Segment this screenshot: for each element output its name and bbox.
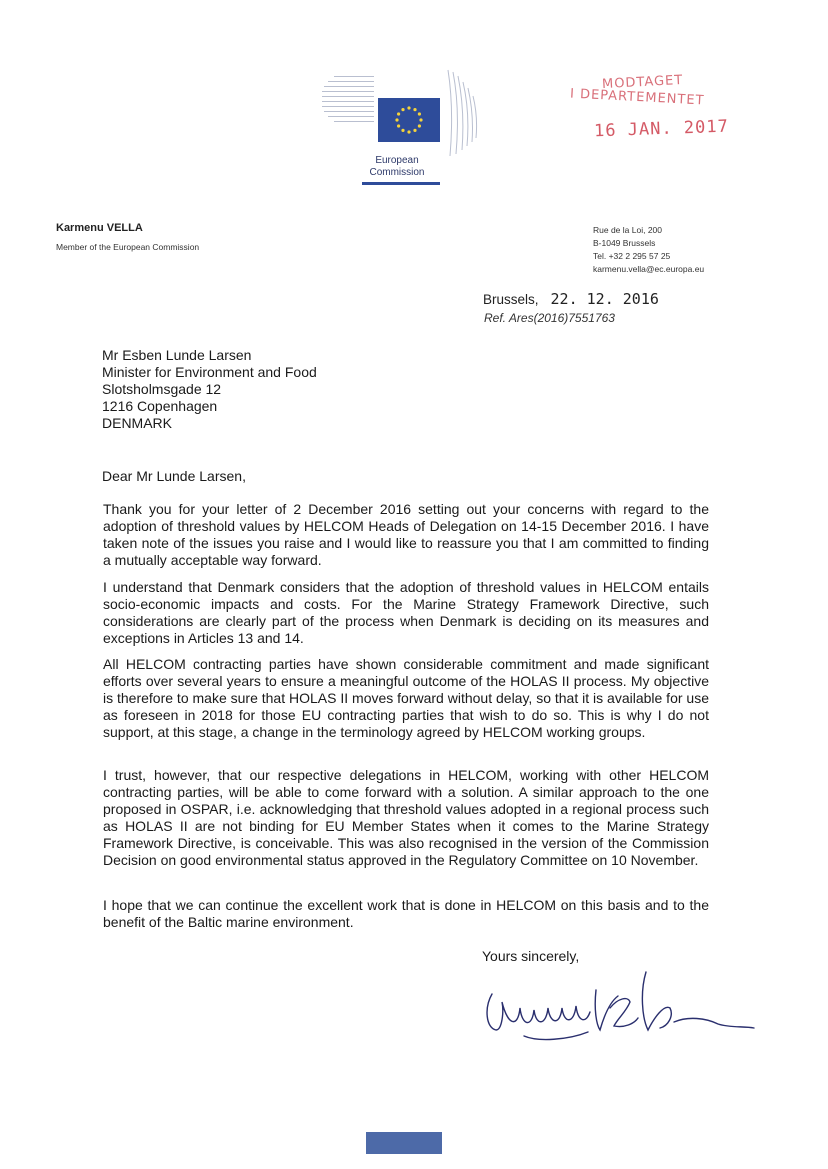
paragraph: I hope that we can continue the excellent work that is done in HELCOM on this basis and to the benefit of the Baltic marine environment. <box>103 897 709 930</box>
address-email: karmenu.vella@ec.europa.eu <box>593 264 705 274</box>
address-line: B-1049 Brussels <box>593 238 656 248</box>
closing: Yours sincerely, <box>482 948 580 964</box>
footer-bar <box>366 1132 442 1154</box>
reference-number: Ref. Ares(2016)7551763 <box>484 311 615 325</box>
stamp-line1: MODTAGET <box>601 72 684 93</box>
logo-building-lines <box>446 68 482 158</box>
sender-address <box>593 224 704 276</box>
letter-date: 22. 12. 2016 <box>550 290 659 308</box>
place-date <box>483 290 659 308</box>
european-commission-logo <box>322 68 482 188</box>
recipient-line: DENMARK <box>102 415 173 431</box>
logo-wordmark <box>352 155 442 179</box>
recipient-line: Slotsholmsgade 12 <box>102 381 222 397</box>
salutation: Dear Mr Lunde Larsen, <box>102 468 246 484</box>
sender-name: Karmenu VELLA <box>56 222 143 234</box>
place: Brussels, <box>483 292 539 307</box>
paragraph: All HELCOM contracting parties have shown considerable commitment and made significant efforts over several years to ensure a meaningful outcome of the HOLAS II process. My objective is therefore to make sure that HOLAS II moves forward without delay, so that it is available for use as foreseen in 2018 for those EU contracting parties that wish to do so. This is why I do not support, at this stage, a change in the terminology agreed by HELCOM working groups. <box>103 656 709 740</box>
paragraph: Thank you for your letter of 2 December 2016 setting out your concerns with regard to the adoption of threshold values by HELCOM Heads of Delegation on 14-15 December 2016. I have taken note of the issues you raise and I would like to reassure you that I am committed to finding a mutually acceptable way forward. <box>103 501 709 568</box>
handwritten-signature <box>478 968 758 1048</box>
sender-role: Member of the European Commission <box>56 242 200 252</box>
eu-flag-icon <box>378 98 440 142</box>
logo-decoration-lines <box>322 76 374 146</box>
address-line: Tel. +32 2 295 57 25 <box>593 251 671 261</box>
logo-underline <box>362 182 440 185</box>
address-line: Rue de la Loi, 200 <box>593 225 662 235</box>
paragraph: I understand that Denmark considers that the adoption of threshold values in HELCOM entails socio-economic impacts and costs. For the Marine Strategy Framework Directive, such considerations are clearly part of the process when Denmark is deciding on its measures and exceptions in Articles 13 and 14. <box>103 579 709 646</box>
recipient-address <box>102 347 317 432</box>
recipient-line: Mr Esben Lunde Larsen <box>102 347 252 363</box>
logo-org-line2: Commission <box>369 167 425 178</box>
paragraph: I trust, however, that our respective delegations in HELCOM, working with other HELCOM contracting parties, will be able to come forward with a solution. A similar approach to the one proposed in OSPAR, i.e. acknowledging that threshold values adopted in a regional process such as HOLAS II are not binding for EU Member States when it comes to the Marine Strategy Framework Directive, is conceivable. This was also recognised in the version of the Commission Decision on good environmental status approved in the Regulatory Committee on 10 November. <box>103 767 709 868</box>
recipient-line: 1216 Copenhagen <box>102 398 218 414</box>
recipient-line: Minister for Environment and Food <box>102 364 317 380</box>
stamp-date: 16 JAN. 2017 <box>593 116 730 142</box>
logo-org-line1: European <box>375 155 419 166</box>
stamp-line2: I DEPARTEMENTET <box>569 86 705 109</box>
